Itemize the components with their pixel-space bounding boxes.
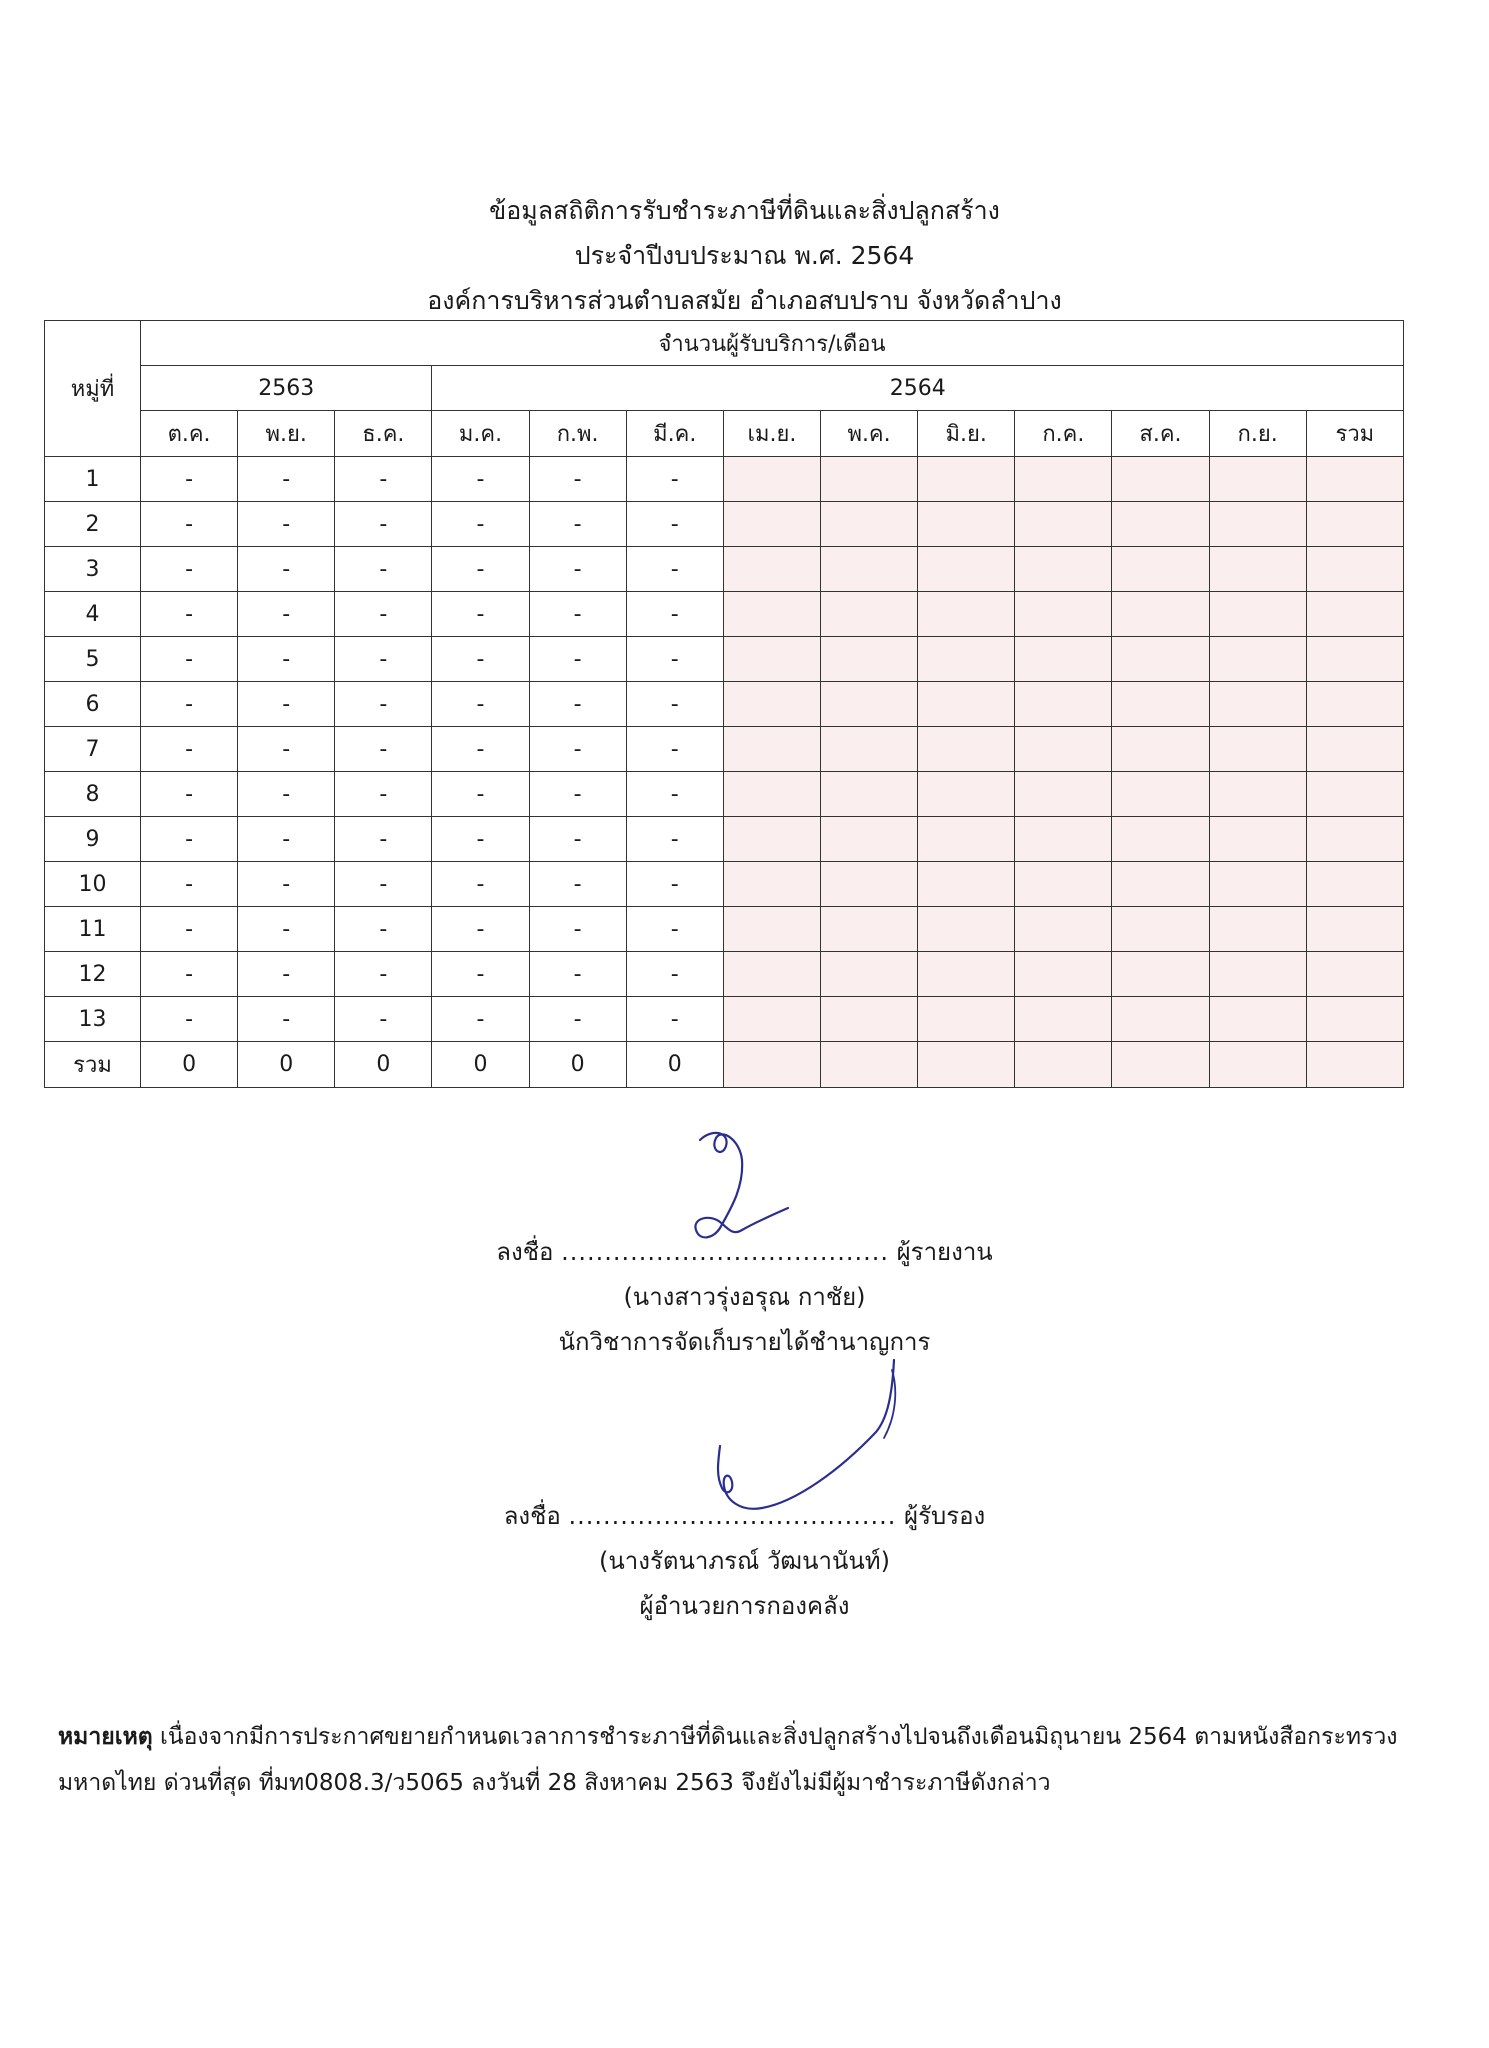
table-cell — [820, 907, 917, 952]
table-cell: - — [432, 592, 529, 637]
table-cell — [1209, 457, 1306, 502]
table-cell — [918, 862, 1015, 907]
role-suffix: ผู้รายงาน — [896, 1238, 993, 1266]
table-cell: - — [529, 952, 626, 997]
table-cell — [1015, 592, 1112, 637]
table-row — [45, 727, 1404, 772]
table-cell — [1209, 952, 1306, 997]
table-cell: - — [141, 502, 238, 547]
village-number: 6 — [45, 682, 141, 727]
table-cell: - — [529, 682, 626, 727]
table-cell: - — [529, 457, 626, 502]
table-row — [45, 952, 1404, 997]
table-cell — [1015, 637, 1112, 682]
village-number: 12 — [45, 952, 141, 997]
table-cell — [1015, 502, 1112, 547]
table-cell: - — [626, 502, 723, 547]
table-cell — [820, 502, 917, 547]
table-cell — [723, 727, 820, 772]
month-header: ธ.ค. — [335, 411, 432, 457]
month-header: ต.ค. — [141, 411, 238, 457]
table-cell — [1209, 907, 1306, 952]
table-cell — [1209, 682, 1306, 727]
table-cell: - — [238, 952, 335, 997]
signature-block-reporter — [0, 1230, 1489, 1365]
table-cell: - — [238, 817, 335, 862]
month-header: ส.ค. — [1112, 411, 1209, 457]
table-cell: - — [529, 772, 626, 817]
table-cell — [1015, 952, 1112, 997]
table-cell: - — [238, 502, 335, 547]
table-cell: - — [626, 637, 723, 682]
table-cell: - — [238, 592, 335, 637]
note-text: เนื่องจากมีการประกาศขยายกำหนดเวลาการชำระภาษีที่ดินและสิ่งปลูกสร้างไปจนถึงเดือนมิถุนายน 2564 ตามหนังสือกระทรวงมหาดไทย ด่วนที่สุด ที่มท0808.3/ว5065 ลงวันที่ 28 สิงหาคม 2563 จึงยังไม่มีผู้มาชำระภาษีดังกล่าว — [58, 1724, 1398, 1796]
table-cell — [1306, 592, 1403, 637]
total-cell — [1306, 1042, 1403, 1088]
table-cell — [1209, 727, 1306, 772]
role-suffix: ผู้รับรอง — [904, 1502, 986, 1530]
month-header: ก.ย. — [1209, 411, 1306, 457]
table-cell: - — [141, 862, 238, 907]
title-line-3: องค์การบริหารส่วนตำบลสมัย อำเภอสบปราบ จังหวัดลำปาง — [427, 286, 1062, 315]
table-cell — [1209, 862, 1306, 907]
table-row — [45, 547, 1404, 592]
table-cell: - — [238, 727, 335, 772]
table-cell — [1306, 502, 1403, 547]
table-cell: - — [335, 907, 432, 952]
table-cell: - — [141, 727, 238, 772]
total-cell: 0 — [432, 1042, 529, 1088]
table-cell: - — [529, 997, 626, 1042]
table-cell: - — [529, 637, 626, 682]
table-cell: - — [335, 772, 432, 817]
total-label: รวม — [45, 1042, 141, 1088]
table-cell — [1306, 727, 1403, 772]
table-cell: - — [626, 907, 723, 952]
table-cell — [1209, 547, 1306, 592]
table-cell — [918, 997, 1015, 1042]
table-cell — [820, 817, 917, 862]
table-cell: - — [626, 862, 723, 907]
table-cell: - — [626, 592, 723, 637]
table-cell: - — [529, 502, 626, 547]
table-cell — [820, 682, 917, 727]
village-number: 4 — [45, 592, 141, 637]
village-number: 8 — [45, 772, 141, 817]
table-cell: - — [141, 682, 238, 727]
table-row — [45, 592, 1404, 637]
table-cell: - — [141, 817, 238, 862]
table-cell — [1015, 682, 1112, 727]
table-cell — [1306, 907, 1403, 952]
month-header: ก.ค. — [1015, 411, 1112, 457]
table-cell: - — [626, 682, 723, 727]
table-cell — [820, 952, 917, 997]
table-cell — [1112, 862, 1209, 907]
table-cell: - — [335, 457, 432, 502]
table-cell — [1209, 817, 1306, 862]
table-cell: - — [141, 592, 238, 637]
table-cell: - — [529, 547, 626, 592]
village-header: หมู่ที่ — [45, 321, 141, 457]
month-header: มิ.ย. — [918, 411, 1015, 457]
total-cell — [820, 1042, 917, 1088]
total-row — [45, 1042, 1404, 1088]
table-cell: - — [432, 502, 529, 547]
village-number: 7 — [45, 727, 141, 772]
table-cell: - — [335, 637, 432, 682]
table-cell — [1209, 637, 1306, 682]
table-cell — [723, 637, 820, 682]
table-cell — [1112, 907, 1209, 952]
total-cell — [1112, 1042, 1209, 1088]
village-number: 5 — [45, 637, 141, 682]
table-row — [45, 817, 1404, 862]
table-cell — [1112, 952, 1209, 997]
table-cell: - — [626, 772, 723, 817]
table-cell — [1306, 862, 1403, 907]
table-cell — [1015, 547, 1112, 592]
table-cell: - — [432, 457, 529, 502]
table-cell — [820, 637, 917, 682]
table-cell — [1306, 682, 1403, 727]
table-row — [45, 457, 1404, 502]
table-cell: - — [432, 907, 529, 952]
table-cell: - — [335, 817, 432, 862]
table-row — [45, 862, 1404, 907]
table-cell: - — [432, 862, 529, 907]
table-cell: - — [626, 952, 723, 997]
table-cell: - — [529, 862, 626, 907]
year-header-2564: 2564 — [432, 366, 1404, 411]
table-cell — [723, 457, 820, 502]
table-cell: - — [141, 907, 238, 952]
table-cell: - — [335, 997, 432, 1042]
table-cell: - — [432, 637, 529, 682]
table-cell: - — [626, 997, 723, 1042]
table-row — [45, 997, 1404, 1042]
table-cell: - — [335, 682, 432, 727]
table-cell — [918, 592, 1015, 637]
table-cell — [918, 457, 1015, 502]
table-cell: - — [626, 727, 723, 772]
table-cell — [723, 547, 820, 592]
total-cell — [918, 1042, 1015, 1088]
table-cell: - — [238, 997, 335, 1042]
signer-position: นักวิชาการจัดเก็บรายได้ชำนาญการ — [558, 1328, 931, 1356]
table-cell — [1015, 907, 1112, 952]
table-cell — [1306, 817, 1403, 862]
table-cell: - — [529, 727, 626, 772]
table-cell: - — [141, 547, 238, 592]
table-cell — [1015, 862, 1112, 907]
total-cell — [723, 1042, 820, 1088]
table-row — [45, 907, 1404, 952]
month-header: พ.ค. — [820, 411, 917, 457]
table-row — [45, 682, 1404, 727]
table-cell — [1112, 592, 1209, 637]
table-cell — [1112, 727, 1209, 772]
table-cell — [820, 862, 917, 907]
table-cell: - — [335, 547, 432, 592]
total-cell: 0 — [626, 1042, 723, 1088]
village-number: 13 — [45, 997, 141, 1042]
table-cell: - — [529, 907, 626, 952]
title-line-1: ข้อมูลสถิติการรับชำระภาษีที่ดินและสิ่งปลูกสร้าง — [489, 196, 1000, 225]
table-cell: - — [141, 997, 238, 1042]
table-cell: - — [238, 772, 335, 817]
table-cell — [1209, 592, 1306, 637]
table-cell — [1306, 547, 1403, 592]
table-cell: - — [238, 682, 335, 727]
table-cell — [820, 997, 917, 1042]
village-number: 1 — [45, 457, 141, 502]
table-cell — [723, 817, 820, 862]
table-cell: - — [432, 997, 529, 1042]
table-cell: - — [238, 862, 335, 907]
table-cell: - — [238, 547, 335, 592]
table-cell: - — [529, 817, 626, 862]
table-cell — [1112, 502, 1209, 547]
total-cell: 0 — [529, 1042, 626, 1088]
table-cell: - — [432, 772, 529, 817]
document-title — [0, 188, 1489, 323]
table-cell — [1112, 817, 1209, 862]
month-header: มี.ค. — [626, 411, 723, 457]
table-cell — [1112, 547, 1209, 592]
table-cell: - — [335, 862, 432, 907]
table-cell — [723, 772, 820, 817]
table-cell: - — [238, 457, 335, 502]
table-cell: - — [432, 817, 529, 862]
table-cell — [820, 772, 917, 817]
signature-line — [0, 1494, 1489, 1539]
sign-label: ลงชื่อ — [496, 1238, 554, 1266]
village-number: 10 — [45, 862, 141, 907]
table-cell: - — [529, 592, 626, 637]
month-header: ม.ค. — [432, 411, 529, 457]
table-cell — [1112, 637, 1209, 682]
table-cell — [918, 952, 1015, 997]
table-cell: - — [432, 547, 529, 592]
table-cell — [723, 907, 820, 952]
total-cell: 0 — [141, 1042, 238, 1088]
sign-label: ลงชื่อ — [503, 1502, 561, 1530]
table-cell: - — [432, 682, 529, 727]
remark-note — [58, 1714, 1438, 1806]
note-label: หมายเหตุ — [58, 1724, 153, 1750]
table-cell — [918, 502, 1015, 547]
total-cell: 0 — [238, 1042, 335, 1088]
signature-block-certifier — [0, 1494, 1489, 1629]
table-cell — [1015, 772, 1112, 817]
table-cell — [1209, 502, 1306, 547]
month-header: ก.พ. — [529, 411, 626, 457]
table-cell — [820, 727, 917, 772]
table-cell — [1015, 727, 1112, 772]
table-cell: - — [141, 457, 238, 502]
year-header-2563: 2563 — [141, 366, 432, 411]
village-number: 3 — [45, 547, 141, 592]
table-cell — [1306, 637, 1403, 682]
table-row — [45, 502, 1404, 547]
table-cell — [918, 727, 1015, 772]
table-cell — [918, 772, 1015, 817]
table-cell — [723, 862, 820, 907]
table-cell — [1209, 772, 1306, 817]
table-cell — [1306, 772, 1403, 817]
table-cell: - — [238, 637, 335, 682]
table-cell: - — [335, 727, 432, 772]
table-cell: - — [335, 952, 432, 997]
table-cell — [723, 952, 820, 997]
table-cell — [1112, 997, 1209, 1042]
table-cell — [918, 547, 1015, 592]
month-header: รวม — [1306, 411, 1403, 457]
signature-dots: ...................................... — [561, 1238, 889, 1266]
table-cell: - — [335, 592, 432, 637]
table-cell: - — [335, 502, 432, 547]
table-cell — [918, 907, 1015, 952]
table-cell — [1209, 997, 1306, 1042]
table-cell: - — [626, 457, 723, 502]
signer-name: (นางรัตนาภรณ์ วัฒนานันท์) — [599, 1547, 890, 1575]
table-row — [45, 772, 1404, 817]
group-header: จำนวนผู้รับบริการ/เดือน — [141, 321, 1404, 366]
table-cell: - — [626, 817, 723, 862]
table-cell — [820, 592, 917, 637]
table-cell — [820, 547, 917, 592]
table-cell — [723, 997, 820, 1042]
statistics-table — [44, 320, 1404, 1088]
table-cell: - — [432, 727, 529, 772]
table-cell — [918, 637, 1015, 682]
table-cell — [723, 502, 820, 547]
village-number: 11 — [45, 907, 141, 952]
village-number: 2 — [45, 502, 141, 547]
village-number: 9 — [45, 817, 141, 862]
total-cell — [1015, 1042, 1112, 1088]
table-cell — [1306, 457, 1403, 502]
table-cell — [723, 592, 820, 637]
table-cell: - — [238, 907, 335, 952]
table-cell — [1306, 997, 1403, 1042]
table-cell: - — [432, 952, 529, 997]
table-cell — [918, 817, 1015, 862]
table-cell — [1306, 952, 1403, 997]
table-cell — [1112, 457, 1209, 502]
month-header: เม.ย. — [723, 411, 820, 457]
table-cell: - — [141, 772, 238, 817]
signature-line — [0, 1230, 1489, 1275]
table-cell — [1015, 817, 1112, 862]
signer-name: (นางสาวรุ่งอรุณ กาชัย) — [623, 1283, 866, 1311]
table-cell — [820, 457, 917, 502]
table-cell — [1112, 772, 1209, 817]
table-cell: - — [141, 637, 238, 682]
table-row — [45, 637, 1404, 682]
signature-dots: ...................................... — [568, 1502, 897, 1530]
table-cell — [1015, 997, 1112, 1042]
total-cell: 0 — [335, 1042, 432, 1088]
table-cell: - — [626, 547, 723, 592]
table-cell — [1112, 682, 1209, 727]
signer-position: ผู้อำนวยการกองคลัง — [639, 1592, 850, 1620]
table-cell: - — [141, 952, 238, 997]
title-line-2: ประจำปีงบประมาณ พ.ศ. 2564 — [574, 241, 915, 270]
table-cell — [723, 682, 820, 727]
month-header: พ.ย. — [238, 411, 335, 457]
table-cell — [918, 682, 1015, 727]
table-cell — [1015, 457, 1112, 502]
total-cell — [1209, 1042, 1306, 1088]
